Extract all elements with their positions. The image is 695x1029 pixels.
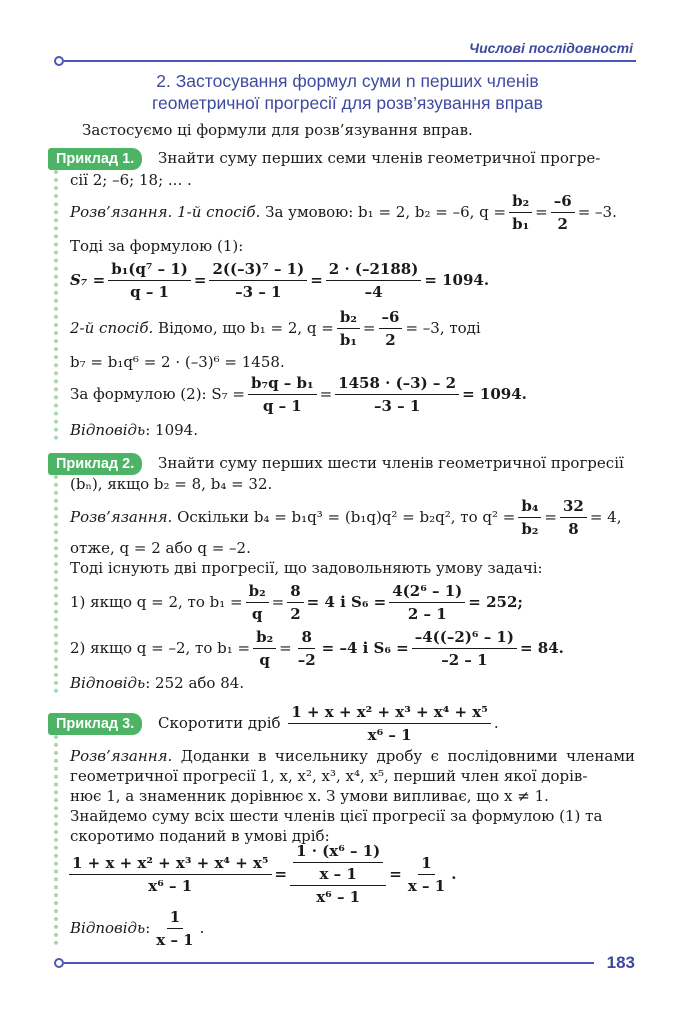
example3-solution-line5: скоротимо поданий в умові дріб: xyxy=(70,827,330,845)
example3-solution-line3: нює 1, а знаменник дорівнює x. З умови випливає, що x ≠ 1. xyxy=(70,787,549,805)
example1-solution-line: Розв’язання. 1-й спосіб. За умовою: b₁ = 2, b₂ = –6, q = $\frac{\text{b₂}}{\text{b₁}}$ = $\frac{-6}{2}$ = –3. xyxy=(70,191,617,233)
fraction-numerator: 8 xyxy=(287,581,303,603)
fraction-numerator: 4(2⁶ – 1) xyxy=(389,581,465,603)
example2-case1: 1) якщо q = 2, то b₁ = $\frac{\text{b₂}}{q}$ = $\frac{8}{2}$ = 4 і S₆ = $\frac{\text{4(2⁶ – 1)}}{2 - 1}$ = 252; xyxy=(70,581,523,623)
answer-value: : 252 або 84. xyxy=(145,674,245,692)
fraction-denominator: x⁶ – 1 xyxy=(316,888,361,906)
fraction-numerator: b₁(q⁷ – 1) xyxy=(108,259,191,281)
example1-task-line2: сії 2; –6; 18; ... . xyxy=(70,171,192,189)
example2-line2: отже, q = 2 або q = –2. xyxy=(70,539,251,557)
case2-mid: = –4 і S₆ = xyxy=(321,639,409,657)
fraction-denominator: 2 – 1 xyxy=(407,604,447,623)
example1-answer xyxy=(70,420,198,440)
example2-solution-line: Розв’язання. Оскільки b₄ = b₁q³ = (b₁q)q² = b₂q², то q² = $\frac{\text{b₄}}{\text{b₂}}$ = $\frac{32}{8}$ = 4, xyxy=(70,496,622,538)
running-title: Числові послідовності xyxy=(469,40,633,56)
formula2-text: За формулою (2): S₇ = xyxy=(70,385,246,403)
solution-label: Розв’язання. 1-й спосіб. xyxy=(70,203,261,221)
fraction-numerator: 2((–3)⁷ – 1) xyxy=(209,259,307,281)
case2-text: 2) якщо q = –2, то b₁ = xyxy=(70,639,251,657)
fraction-denominator: x⁶ – 1 xyxy=(367,725,412,744)
example3-badge: Приклад 3. xyxy=(48,713,142,735)
fraction-denominator: –2 – 1 xyxy=(441,650,488,669)
section-title-line2: геометричної прогресії для розв’язування вправ xyxy=(152,93,543,113)
formula2-result: = 1094. xyxy=(462,385,527,403)
example3-solution-line1 xyxy=(70,746,635,766)
case1-text: 1) якщо q = 2, то b₁ = xyxy=(70,593,243,611)
fraction-numerator: 1 + x + x² + x³ + x⁴ + x⁵ xyxy=(288,702,491,724)
fraction-numerator: 1 xyxy=(167,907,183,929)
solution-tail: = 4, xyxy=(589,508,622,526)
fraction-numerator: 32 xyxy=(560,496,587,518)
fraction-denominator: q xyxy=(251,604,263,623)
fraction-numerator: –4((–2)⁶ – 1) xyxy=(412,627,517,649)
fraction-denominator: x – 1 xyxy=(156,930,194,949)
fraction-denominator: b₁ xyxy=(339,330,357,349)
fraction-denominator: x – 1 xyxy=(407,876,446,895)
s7-result: = 1094. xyxy=(424,271,490,289)
example3-answer: Відповідь : $\frac{1}{x - 1}$ . xyxy=(70,907,205,949)
fraction-denominator: x⁶ – 1 xyxy=(148,876,193,895)
fraction-denominator: b₁ xyxy=(512,214,530,233)
footer-rule xyxy=(64,962,594,964)
fraction-numerator: –6 xyxy=(379,307,403,329)
solution-label: Розв’язання. xyxy=(70,508,173,526)
example3-equation: $\frac{\text{1 + x + x² + x³ + x⁴ + x⁵}}{\text{x⁶ – 1}}$ = $\frac{\frac{\text{1 · (x⁶ – 1)}}{x - 1}}{\text{x⁶ – 1}}$ = $\frac{1}{x - 1}$ . xyxy=(66,844,456,904)
fraction-denominator: 2 xyxy=(385,330,396,349)
fraction-denominator: –4 xyxy=(364,282,383,301)
example1-formula2: За формулою (2): S₇ = $\frac{\text{b₇q – b₁}}{q - 1}$ = $\frac{1458 \cdot (-3) - 2}{-3 - 1}$ = 1094. xyxy=(70,373,527,415)
fraction-denominator: q xyxy=(259,650,270,669)
solution-tail: = –3. xyxy=(577,203,617,221)
footer-rule-dot xyxy=(54,958,64,968)
solution-label: Розв’язання. xyxy=(70,747,173,765)
case1-mid: = 4 і S₆ = xyxy=(306,593,387,611)
answer-label: Відповідь xyxy=(70,919,146,937)
example3-task: Скоротити дріб $\frac{\text{1 + x + x² + x³ + x⁴ + x⁵}}{\text{x⁶ – 1}}$ . xyxy=(158,702,499,744)
nested-numerator: 1 · (x⁶ – 1) xyxy=(293,841,383,863)
fraction-numerator: –6 xyxy=(551,191,575,213)
fraction-numerator: 1 xyxy=(418,853,434,875)
fraction-numerator: b₂ xyxy=(509,191,532,213)
fraction-numerator: 2 · (–2188) xyxy=(326,259,422,281)
solution-text: Доданки в чисельнику дробу є послідовними членами xyxy=(180,747,636,765)
s7-label: S₇ = xyxy=(70,271,106,289)
case1-tail: = 252; xyxy=(468,593,523,611)
task-text: Скоротити дріб xyxy=(158,714,281,732)
fraction-denominator: –3 – 1 xyxy=(235,282,282,301)
example2-answer xyxy=(70,673,244,693)
example2-dotted-rule xyxy=(54,475,62,693)
header-rule xyxy=(64,60,636,62)
fraction-denominator: q – 1 xyxy=(262,396,302,415)
fraction-numerator: b₂ xyxy=(246,581,269,603)
example1-dotted-rule xyxy=(54,170,62,440)
case2-tail: = 84. xyxy=(519,639,564,657)
fraction-denominator: 2 xyxy=(290,604,301,623)
fraction-denominator: –3 – 1 xyxy=(373,396,421,415)
example3-solution-line2: геометричної прогресії 1, x, x², x³, x⁴, x⁵, перший член якої дорів- xyxy=(70,767,588,785)
fraction-denominator: q – 1 xyxy=(130,282,169,301)
example1-then-text: Тоді за формулою (1): xyxy=(70,237,244,255)
example1-b7-line: b₇ = b₁q⁶ = 2 · (–3)⁶ = 1458. xyxy=(70,353,285,371)
page-number: 183 xyxy=(606,953,635,972)
example1-method2-line: 2-й спосіб. Відомо, що b₁ = 2, q = $\frac{\text{b₂}}{\text{b₁}}$ = $\frac{-6}{2}$ = –3, тоді xyxy=(70,307,481,349)
answer-label: Відповідь xyxy=(70,421,146,439)
fraction-numerator: b₂ xyxy=(337,307,360,329)
section-title-line1: 2. Застосування формул суми n перших членів xyxy=(156,71,539,91)
solution-text: За умовою: b₁ = 2, b₂ = –6, q = xyxy=(265,203,507,221)
nested-denominator: x – 1 xyxy=(319,865,357,883)
fraction-denominator: 2 xyxy=(557,214,568,233)
example3-solution-line4: Знайдемо суму всіх шести членів цієї прогресії за формулою (1) та xyxy=(70,807,603,825)
fraction-denominator: 8 xyxy=(568,519,579,538)
answer-label: Відповідь xyxy=(70,674,146,692)
fraction-numerator: b₇q – b₁ xyxy=(248,373,317,395)
fraction-denominator: –2 xyxy=(297,650,316,669)
fraction-numerator: b₂ xyxy=(253,627,276,649)
example1-badge: Приклад 1. xyxy=(48,148,142,170)
fraction-denominator: b₂ xyxy=(521,519,539,538)
section-intro: Застосуємо ці формули для розв’язування вправ. xyxy=(82,121,473,139)
fraction-numerator: 1 + x + x² + x³ + x⁴ + x⁵ xyxy=(69,853,272,875)
fraction-numerator: b₄ xyxy=(518,496,541,518)
example2-case2: 2) якщо q = –2, то b₁ = $\frac{\text{b₂}}{q}$ = $\frac{8}{-2}$ = –4 і S₆ = $\frac{\text{–4((–2)⁶ – 1)}}{-2 - 1}$ = 84. xyxy=(70,627,564,669)
fraction-numerator: 8 xyxy=(298,627,314,649)
method2-text: Відомо, що b₁ = 2, q = xyxy=(158,319,334,337)
example2-task-line2: (bₙ), якщо b₂ = 8, b₄ = 32. xyxy=(70,475,273,493)
example1-formula1: S₇ = $\frac{\text{b₁(q⁷ – 1)}}{q - 1}$ = $\frac{\text{2((–3)⁷ – 1)}}{-3 - 1}$ = $\frac{2 \cdot (-2188)}{-4}$ = 1094. xyxy=(70,259,490,301)
solution-text: Оскільки b₄ = b₁q³ = (b₁q)q² = b₂q², то q² = xyxy=(177,508,516,526)
example2-badge: Приклад 2. xyxy=(48,453,142,475)
header-rule-dot xyxy=(54,56,64,66)
example1-task-line1: Знайти суму перших семи членів геометричної прогре- xyxy=(158,149,601,167)
example3-dotted-rule xyxy=(54,735,62,945)
method2-tail: = –3, тоді xyxy=(405,319,481,337)
fraction-numerator: 1458 · (–3) – 2 xyxy=(335,373,459,395)
example2-line3: Тоді існують дві прогресії, що задовольняють умову задачі: xyxy=(70,559,543,577)
example2-task-line1: Знайти суму перших шести членів геометричної прогресії xyxy=(158,454,624,472)
answer-value: : 1094. xyxy=(145,421,198,439)
method2-label: 2-й спосіб. xyxy=(70,319,154,337)
